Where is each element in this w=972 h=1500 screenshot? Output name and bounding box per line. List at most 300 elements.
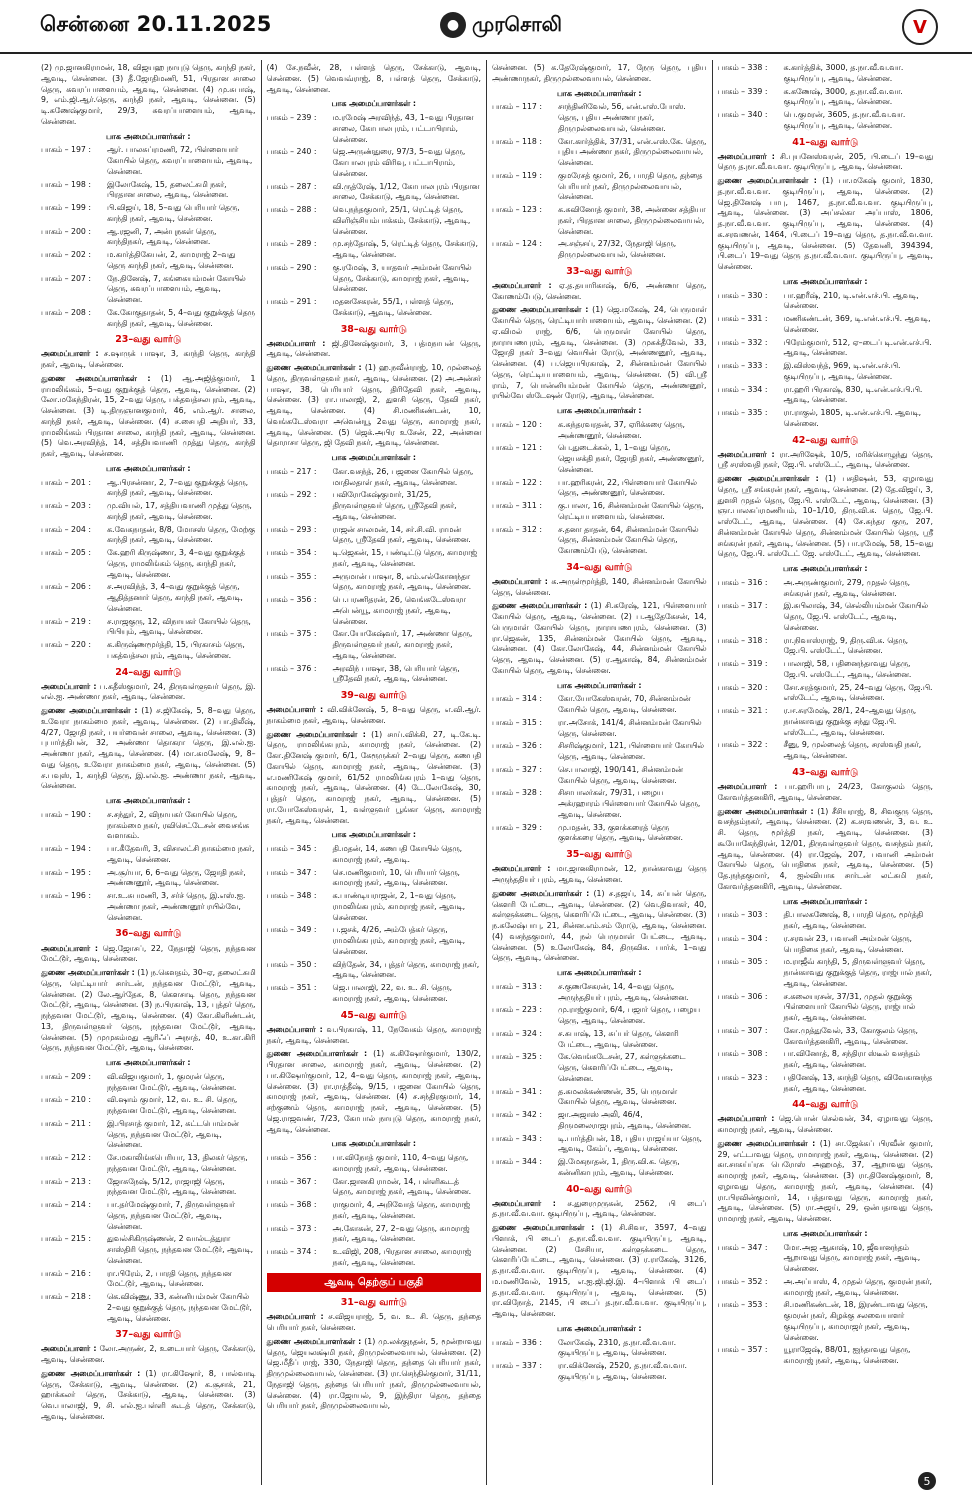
- paragraph: [267, 339, 482, 361]
- ward-heading: 40–வது வார்டு: [566, 1183, 633, 1195]
- column-3: [487, 60, 713, 1485]
- booth-number: பாகம் – 287 :: [266, 181, 317, 191]
- booth-organiser: கோ.ஜானகி ராமன், 14, பள்ளிகூடத் தெரு, காமராஜ் நகர், ஆவடி, சென்னை.: [332, 1176, 472, 1197]
- booth-number: பாகம் – 214 :: [41, 1200, 91, 1210]
- paragraph-text: (1) சீசியராஜ், 8, சிவகுரு தெரு, வசந்தம்நகர், ஆவடி, சென்னை. (2) க.சரவணன், 3, வ. உ. சி. தெரு, மூர்த்தி நகர், ஆவடி, சென்னை. (3) கூயோகேந்திரன், 12/01, திருவள்ளுவர் தெரு, வசந்தம் நகர், ஆவடி, சென்னை. (4) ரா.ஜேஷ், 207, பவானி அம்மன் கோயில் தெரு, பொதிகை நகர், ஆவடி, சென்னை. (5) தே.நந்தகுமார், 4, ஐல்வியாக சார்டன் லட்சுமி நகர், கோவர்த்தனகிரி, ஆவடி, சென்னை.: [717, 806, 933, 891]
- booth-number: பாகம் – 352 :: [717, 1276, 768, 1286]
- booth-entry: [41, 844, 256, 866]
- paragraph-text: (1) ச.ஜிகேஷ், 5, 8–வது தெரு, உவேரா நாகம்மை நகர், ஆவடி, சென்னை. (2) பா.திலீஷ், 4/27, ஜோதி நகர், பயர்வைன் சாலை, ஆவடி, சென்னை. (3) புபார்த்திபன், 32, அண்ணா தொகரா தெரு, இ.எல்.ஐ. அண்ணா நகர், ஆவடி, சென்னை. (4) மா.கமலேஷ், 9, 8–வது தெரு, உவேரா நாகம்மை நகர், ஆவடி, சென்னை. (5) ச.பவுஸ், 1, காந்தி தெரு, இ.எல்.ஐ. அண்ணா நகர், ஆவடி, சென்னை.: [41, 706, 256, 791]
- booth-number: பாகம் – 347 :: [717, 1242, 768, 1252]
- booth-organiser: க.சுவினோத் குமார், 38, அன்னை சத்தியா நகர், பிரதான சாலை, திருமுல்லைவாயல், சென்னை.: [558, 205, 706, 236]
- ward-heading: 45–வது வார்டு: [340, 1009, 407, 1021]
- booth-number: பாகம் – 121 :: [492, 443, 542, 453]
- booth-organiser: சிசாபாலர்கள், 79/31, பழைய அக்ரஹாரம் பிள்ளையார் கோயில் தெரு, ஆவடி, சென்னை.: [558, 788, 701, 819]
- booth-organiser: வி.விஜயகுமார், 1, குமரன் தெரு, நந்தவன மேட்டூர், ஆவடி, சென்னை.: [107, 1071, 237, 1092]
- paragraph: [41, 1344, 256, 1366]
- paragraph-text: (1) ஹ.நவீன்ராஜ், 10, முல்லைத் தெரு, திருவள்ளுவர் நகர், ஆவடி, சென்னை. (2) அ.அன்சர் பாஷா, 38, பெரியார் தெரு, திரிதேவி நகர், ஆவடி, சென்னை. (3) ரா.பாலாஜி, 2, துளசி தெரு, தேவி நகர், ஆவடி, சென்னை. (4) சி.மணிகண்டன், 10, வெங்கடேஸ்வரா அவென்யூ 2வது தெரு, காமராஜ் நகர், ஆவடி, சென்னை. (5) ஜெக்.அபிர உசேன், 22, அன்னை தொராசா தெரு, ஜி தேவி நகர், ஆவடி, சென்னை.: [266, 363, 481, 448]
- ward-heading: 38–வது வார்டு: [340, 323, 407, 335]
- role-label: துணை அமைப்பாளர்கள் :: [492, 305, 589, 315]
- booth-entry: [718, 1049, 934, 1071]
- booth-number: பாகம் – 315 :: [492, 717, 542, 727]
- booth-entry: [41, 640, 256, 662]
- booth-organiser: ஜோசுநேஷ், 5/12, ராஜாஜி தெரு, நந்தவன மேட்டூர், ஆவடி, சென்னை.: [107, 1176, 237, 1197]
- paragraph-text: வி.விக்னேஷ், 5, 8–வது தெரு, எ.வி.ஆர். நாகம்மை நகர், ஆவடி, சென்னை.: [266, 705, 481, 725]
- booth-number: பாகம் – 347 :: [266, 867, 317, 877]
- booth-entry: [267, 1224, 482, 1246]
- booth-organiser: ம.ரமேஷ் அரவிந்த், 43, 1–வது பிரதான சாலை, கோபாலபுரம், பட்டாபிராம், சென்னை.: [332, 113, 474, 144]
- paragraph-text: (1) மு.லக்குநதன், 5, மூன்றாவது தெரு, ஜெயலக்ஷ்மி நகர், திருமுல்லைவாயல், சென்னை. (2) ஜெ.மீதீப் ராஜ், 330, நேதாஜி தெரு, தந்தை பெரியார் நகர், திருமுல்லைவாயல், சென்னை. (3) ரா.செந்தில்குமார், 31/11, நேதாஜி தெரு, தந்தை பெரியார் நகர், திருமுல்லைவாயல், சென்னை. (4) ரா.ஜோயல், 9, இந்திரா தெரு, தந்தை பெரியார் நகர், திருமுல்லைவாயல்,: [266, 1336, 482, 1411]
- booth-entry: [267, 891, 482, 923]
- booth-organiser: மணிகண்டன், 369, டி.என்.எச்.பி. ஆவடி, சென்னை.: [783, 314, 931, 334]
- role-label: அமைப்பாளர் :: [492, 864, 551, 874]
- booth-organiser: பா.தர்மேஷ்குமார், 7, திருவள்ளுவர் தெரு, நந்தவன மேட்டூர், ஆவடி, சென்னை.: [107, 1200, 235, 1231]
- booth-organiser: த.கமலக்கண்ணன், 35, பெருமாள் கோயில் தெரு, ஆவடி, சென்னை.: [558, 1086, 677, 1107]
- paragraph: [718, 1139, 934, 1225]
- booth-number: பாகம் – 319 :: [717, 659, 768, 669]
- booth-entry: [267, 629, 482, 661]
- booth-organiser: கோ.யோகேஸ்வரன், 70, சின்னம்மன் கோயில் தெரு, ஆவடி, சென்னை.: [558, 694, 691, 715]
- booth-entry: [267, 263, 482, 295]
- booth-entry: [718, 361, 934, 383]
- paragraph: [492, 577, 707, 599]
- booth-entry: [718, 1026, 934, 1048]
- booth-organiser: மு.வியல், 17, சத்தியவாணி முத்து தெரு, காந்தி நகர், ஆவடி, சென்னை.: [107, 501, 252, 521]
- booth-number: பாகம் – 316 :: [717, 577, 768, 587]
- ward-heading: 34–வது வார்டு: [566, 561, 633, 573]
- paragraph-text: ஜி.தினேஷ்குமார், 3, பத்மநாபன் தெரு, ஆவடி, சென்னை.: [266, 338, 481, 359]
- booth-number: பாகம் – 356 :: [266, 595, 317, 605]
- booth-entry: [41, 203, 256, 225]
- booth-number: பாகம் – 353 :: [717, 1300, 768, 1310]
- booth-entry: [41, 1292, 256, 1324]
- booth-organiser: ச.ராஜகுரு, 12, விநாயகர் கோயில் தெரு, பிபியும், ஆவடி, சென்னை.: [107, 616, 251, 637]
- booth-number: பாகம் – 367 :: [266, 1176, 317, 1186]
- booth-number: பாகம் – 375 :: [266, 629, 317, 639]
- booth-entry: [41, 1095, 256, 1117]
- booth-organiser: ஆ.ரஜனி, 7, அன்புநகள் தெரு, காந்திநகர், ஆவடி, சென்னை.: [107, 226, 217, 247]
- booth-organiser: சி.மணிகண்டன், 18, இரண்டாவது தெரு, குமரன் நகர், கிழக்கு சலவையாளர் குடியிருப்பு, காமராஜர் நகர், ஆவடி, சென்னை.: [783, 1300, 928, 1342]
- booth-entry: [267, 844, 482, 866]
- booth-entry: [267, 868, 482, 890]
- booth-organiser: அ.சூர்யா, 6, 6–வது தெரு, ஜோதி நகர், அண்ணனூர், ஆவடி, சென்னை.: [107, 867, 246, 888]
- role-label: துணை அமைப்பாளர்கள் :: [717, 176, 817, 186]
- booth-entry: [492, 1110, 707, 1132]
- booth-entry: [41, 250, 256, 272]
- booth-entry: [267, 147, 482, 179]
- booth-organiser: வெ.நந்தகுமார், 25/1, ரெட்டித் தெரு, விளிஞ்சியம்பாக்கம், சேக்காடு, ஆவடி, சென்னை.: [332, 205, 471, 236]
- booth-number: பாகம் – 123 :: [492, 205, 542, 214]
- booth-entry: [41, 582, 256, 614]
- booth-organiser: ம.கார்த்திகேயன், 2, காமராஜ் 2–வது தெரு காந்தி நகர், ஆவடி, சென்னை.: [107, 250, 236, 270]
- booth-number: பாகம் – 199 :: [41, 203, 91, 212]
- booth-number: பாகம் – 201 :: [41, 477, 91, 487]
- booth-entry: [492, 982, 707, 1004]
- booth-organiser: ரா.பிரேம், 2, பாரதி தெரு, நந்தவன மேட்டூர், ஆவடி, சென்னை.: [107, 1268, 232, 1289]
- booth-entry: [41, 1177, 256, 1199]
- booth-entry: [492, 1134, 707, 1156]
- booth-entry: [41, 180, 256, 202]
- paragraph: [41, 349, 256, 371]
- booth-entry: [718, 683, 934, 705]
- booth-entry: [718, 385, 934, 407]
- paragraph: [267, 363, 482, 449]
- booth-organiser: ச.குணசேகரன், 14, 4–வது தெரு, அருந்ததியர் புரம், ஆவடி, சென்னை.: [558, 981, 689, 1002]
- booth-entry: [718, 291, 934, 313]
- booth-organiser: இ.விஸ்வந்த், 969, டி.என்.எச்.பி. குடியிருப்பு, ஆவடி, சென்னை.: [783, 361, 901, 381]
- ward-heading: 33–வது வார்டு: [566, 265, 633, 277]
- booth-entry: [41, 478, 256, 500]
- booth-organiser: க.சுந்தரவரதன், 37, ஏரிக்கரை தெரு, அண்ணனூர், சென்னை.: [558, 419, 686, 440]
- booth-organiser: துவல்சிகிருஷ்ணன், 2 வால்டத்துரா சாஸ்திரி தெரு, நந்தவன மேட்டூர், ஆவடி, சென்னை.: [107, 1234, 254, 1265]
- booth-organiser: தி.பாலகணேஷ், 8, பாரதி தெரு, மூர்த்தி நகர், ஆவடி, சென்னை.: [783, 910, 924, 931]
- paragraph: [267, 1337, 482, 1412]
- booth-number: பாகம் – 338 :: [717, 63, 768, 72]
- booth-number: பாகம் – 325 :: [492, 1052, 542, 1062]
- booth-number: பாகம் – 213 :: [41, 1176, 91, 1186]
- booth-number: பாகம் – 329 :: [492, 822, 542, 832]
- booth-number: பாகம் – 216 :: [41, 1268, 91, 1278]
- section-heading: பாக அமைப்பாளர்கள் :: [782, 564, 868, 574]
- booth-entry: [492, 1005, 707, 1027]
- paragraph: [267, 1025, 482, 1047]
- booth-entry: [41, 274, 256, 306]
- booth-organiser: க.பாண்டியராஜன், 2, 1–வது தெரு, ராமலிங்கபுரம், காமராஜ் நகர், ஆவடி, சென்னை.: [332, 891, 466, 922]
- booth-number: பாகம் – 313 :: [492, 981, 542, 991]
- article-body: [36, 60, 938, 1485]
- section-heading: பாக அமைப்பாளர்கள் :: [556, 406, 642, 416]
- section-heading: பாக அமைப்பாளர்கள் :: [782, 276, 868, 286]
- role-label: துணை அமைப்பாளர்கள் :: [717, 806, 814, 816]
- booth-organiser: ச.கலையரசன், 37/31, முதல் குறுக்கு பிள்ளையார் கோயில் தெரு, ராஜ்பால் நகர், ஆவடி, சென்னை.: [783, 991, 916, 1023]
- booth-organiser: வி.ஷாம் குமார், 12, வ. உ. சி. தெரு, நந்தவன மேட்டூர், ஆவடி, சென்னை.: [107, 1095, 238, 1116]
- booth-number: பாகம் – 210 :: [41, 1095, 91, 1105]
- booth-entry: [718, 934, 934, 956]
- booth-entry: [718, 706, 934, 738]
- booth-organiser: கே.ஹரி கிருஷ்ணா, 3, 4–வது குறுக்குத் தெரு, ராமலிங்கம் தெரு, காந்தி நகர், ஆவடி, சென்னை.: [107, 548, 245, 579]
- booth-organiser: பெ.துடைக்கல், 1, 1–வது தெரு, ஜெயசக்தி நகர், ஜோதி நகர், அண்ணனூர், சென்னை.: [558, 443, 705, 474]
- booth-entry: [492, 1029, 707, 1051]
- booth-number: பாகம் – 206 :: [41, 582, 91, 592]
- booth-number: பாகம் – 203 :: [41, 501, 91, 511]
- booth-organiser: சாந்தினிவேல், 56, என்.எஸ்.போஸ். தெரு, புதிய அண்ணா நகர், திருமுல்லைவாயல், சென்னை.: [558, 102, 686, 133]
- booth-organiser: இ.சுபிலாஷ், 34, செல்லியம்மன் கோயில் தெரு, ஜே.பி. எஸ்டேட், ஆவடி, சென்னை.: [783, 601, 929, 632]
- booth-entry: [718, 87, 934, 109]
- paragraph: [718, 152, 934, 174]
- booth-organiser: ரா.ராகுல், 1805, டி.என்.எச்.பி. ஆவடி, சென்னை.: [783, 408, 922, 428]
- role-label: துணை அமைப்பாளர்கள் :: [41, 968, 135, 978]
- booth-number: பாகம் – 368 :: [266, 1200, 317, 1210]
- paragraph: [492, 601, 707, 676]
- booth-organiser: லோகேஷ், 2310, த.நா.வீ.வ.வா. குடியிருப்பு, ஆவடி, சென்னை.: [558, 1337, 677, 1358]
- role-label: அமைப்பாளர் :: [41, 349, 99, 359]
- booth-organiser: அருமான் பாஷா, 8, எம்.எல்கோனந்தா தெரு, காமராஜ் நகர், ஆவடி, சென்னை.: [332, 571, 472, 592]
- section-heading: பாக அமைப்பாளர்கள் :: [556, 968, 642, 978]
- booth-entry: [492, 718, 707, 740]
- section-heading: பாக அமைப்பாளர்கள் :: [331, 453, 417, 463]
- ward-heading: 42–வது வார்டு: [792, 434, 859, 446]
- booth-entry: [41, 525, 256, 547]
- booth-organiser: ரா.விக்னேஷ், 2520, த.நா.வீ.வ.வா. குடியிருப்பு, ஆவடி, சென்னை.: [558, 1361, 688, 1381]
- booth-number: பாகம் – 345 :: [266, 844, 317, 854]
- booth-number: பாகம் – 207 :: [41, 273, 91, 283]
- booth-number: பாகம் – 332 :: [717, 337, 768, 347]
- booth-organiser: மு.சந்தோஷ், 5, ரெட்டித் தெரு, சேக்காடு, ஆவடி, சென்னை.: [332, 239, 478, 259]
- booth-number: பாகம் – 344 :: [492, 1157, 542, 1167]
- role-label: துணை அமைப்பாளர்கள் :: [717, 1138, 816, 1148]
- booth-organiser: இலோகேஷ், 15, தலைட்சுமி நகர், பிரதான சாலை, ஆவடி, சென்னை.: [107, 179, 229, 200]
- booth-entry: [41, 1200, 256, 1232]
- booth-organiser: டி.பார்த்திபன், 18, புதிய ராஜய்யா தெரு, ஆவடி, கேம்ப், ஆவடி, சென்னை.: [558, 1133, 703, 1154]
- booth-number: பாகம் – 215 :: [41, 1234, 91, 1244]
- booth-number: பாகம் – 348 :: [266, 891, 317, 901]
- paragraph-text: ஏ.த.தயாரிகாஷ், 6/6, அண்ணா தெரு, கோணம்பேடு, சென்னை.: [492, 280, 707, 301]
- ward-heading: 35–வது வார்டு: [566, 849, 633, 861]
- booth-entry: [41, 868, 256, 890]
- section-heading: பாக அமைப்பாளர்கள் :: [331, 99, 417, 109]
- booth-number: பாகம் – 326 :: [492, 741, 542, 751]
- booth-number: பாகம் – 354 :: [266, 548, 317, 558]
- booth-entry: [492, 102, 707, 134]
- booth-entry: [41, 548, 256, 580]
- booth-entry: [267, 297, 482, 319]
- booth-entry: [492, 694, 707, 716]
- booth-number: பாகம் – 323 :: [717, 1072, 768, 1082]
- booth-number: பாகம் – 196 :: [41, 891, 91, 901]
- booth-organiser: ரா.அசோக், 141/4, சின்னம்மன் கோயில் தெரு, சென்னை.: [558, 717, 702, 738]
- section-heading: பாக அமைப்பாளர்கள் :: [556, 1323, 642, 1333]
- booth-entry: [492, 205, 707, 237]
- booth-number: பாகம் – 320 :: [717, 682, 768, 692]
- booth-organiser: வி.ருத்ரேஷ், 1/12, கோபாலபுரம் பிரதான சாலை, சேக்காடு, ஆவடி, சென்னை.: [332, 181, 480, 202]
- paragraph-text: (2) மு.ஜானகிராமன், 18, விஜயஹ நாயுடு தெரு, காந்தி நகர், ஆவடி, சென்னை. (3) தீ.ஜோதிமணி, 51, பிரதான சாலை தெரு, கவரப்பாளையம், ஆவடி, சென்னை. (4) மு.சுபாஷ், 9, எம்.ஜி.ஆர்.தெரு, காந்தி நகர், ஆவடி, சென்னை. (5) டி.கணேஷ்குமார், 29/3, சுவரப்பாளையம், ஆவடி, சென்னை.: [41, 63, 256, 126]
- booth-organiser: யூராஜேஷ், 88/01, ஐந்தாவது தெரு, காமராஜ் நகர், ஆவடி, சென்னை.: [783, 1345, 911, 1366]
- role-label: அமைப்பாளர் :: [717, 1114, 775, 1124]
- booth-entry: [492, 1157, 707, 1179]
- booth-entry: [267, 595, 482, 627]
- booth-entry: [492, 525, 707, 557]
- booth-entry: [492, 501, 707, 523]
- masthead: [440, 8, 562, 42]
- paragraph-text: (1) ரா.கிஷோர், 8, பால்வாடி தெரு, சேக்காடு, ஆவடி, சென்னை. (2) க.சூசாக், 21, ஹாக்கலர் தெரு, சேக்காடு, ஆவடி, சென்னை. (3) வெ.பாலாஜி, 9, சி. எல்.ஐ.பள்ளி கூடத் தெரு, சேக்காடு, ஆவடி, சென்னை.: [41, 1368, 256, 1421]
- booth-number: பாகம் – 223 :: [492, 1005, 542, 1015]
- paragraph-text: சென்னை. (5) க.தேரேஷ்குமார், 17, நேரு தெரு, புதிய அண்ணாநகர், திருமுல்லைவாயல், சென்னை.: [492, 63, 707, 83]
- booth-entry: [718, 740, 934, 762]
- paragraph-text: க.அருள்மூர்த்தி, 140, சின்னம்மன் கோயில் தெரு, சென்னை.: [492, 576, 707, 597]
- paragraph: [41, 706, 256, 792]
- booth-organiser: அ.அருண்குமார், 279, முதல் தெரு, சங்கரன் நகர், ஆவடி, சென்னை.: [783, 577, 911, 598]
- booth-number: பாகம் – 314 :: [492, 694, 542, 704]
- role-label: துணை அமைப்பாளர்கள் :: [266, 729, 366, 739]
- booth-entry: [267, 490, 482, 522]
- booth-number: பாகம் – 356 :: [266, 1153, 317, 1163]
- booth-organiser: கே.கோகுதாதன், 5, 4–வது குறுக்குத் தெரு காந்தி நகர், ஆவடி, சென்னை.: [107, 307, 255, 328]
- booth-entry: [267, 1247, 482, 1269]
- booth-organiser: குமரேசத் குமார், 26, பாரதி தெரு, தந்தை பெரியார் நகர், திருமுல்லைவாயல், சென்னை.: [558, 170, 703, 202]
- booth-entry: [718, 910, 934, 932]
- booth-number: பாகம் – 197 :: [41, 145, 91, 155]
- paragraph: [41, 374, 256, 460]
- booth-entry: [267, 113, 482, 145]
- booth-organiser: க.வேகநாதன், 8/8, மோசஸ் தெரு, மேற்கு காந்தி நகர், ஆவடி, சென்னை.: [107, 524, 256, 545]
- booth-organiser: ச.அரவிந்த், 3, 4–வது குறுக்குத் தெரு, ஆதித்தனார் தெரு, காந்தி நகர், ஆவடி, சென்னை.: [107, 582, 243, 613]
- booth-organiser: பிரேம்குமார், 512, ஏ–டைப் டி.என்.எச்.பி. ஆவடி, சென்னை.: [783, 337, 932, 358]
- booth-organiser: விந்தேன், 34, புத்தர் தெரு, காமராஜ் நகர், ஆவடி, சென்னை.: [332, 959, 480, 980]
- booth-number: பாகம் – 198 :: [41, 179, 91, 189]
- paragraph-text: (1) சி.கரேஷ், 121, பிள்ளையார் கோயில் தெரு, ஆவடி, சென்னை. (2) ப.ஆதேகேசன், 14, பெருமாள் கோயில் தெரு, நாராயணபுரம், சென்னை. (3) ரா.ஜெகன், 135, சின்னம்மன் கோயில் தெரு, ஆவடி, சென்னை. (4) கோ.லோகேஷ், 44, சின்னம்மன் கோயில் தெரு, ஆவடி, சென்னை. (5) ர.ஆகாஷ், 84, சின்னம்மன் கோயில் தெரு, ஆவடி, சென்னை.: [492, 601, 707, 675]
- section-heading: பாக அமைப்பாளர்கள் :: [331, 830, 417, 840]
- booth-organiser: அரவிந் பாஷா, 38, பெரியார் தெரு, ஸ்ரீதேவி நகர், ஆவடி, சென்னை.: [332, 663, 460, 684]
- booth-entry: [492, 1052, 707, 1084]
- booth-organiser: ச.தனா தாதன், 64, சின்னம்மன் கோயில் தெரு, சின்னம்மன் கோயில் தெரு, கோணம்பேடு, சென்னை.: [558, 524, 699, 556]
- booth-number: பாகம் – 212 :: [41, 1153, 91, 1163]
- booth-organiser: ஜெ.பாலாஜி, 22, வ. உ. சி. தெரு, காமராஜ் நகர், ஆவடி, சென்னை.: [332, 983, 453, 1003]
- booth-entry: [267, 182, 482, 204]
- paragraph-text: லோ.அருண், 2, உடையார் தெரு, சேக்காடு, ஆவடி, சென்னை.: [41, 1344, 256, 1365]
- booth-entry: [41, 617, 256, 639]
- newspaper-name: முரசொலி: [472, 11, 562, 36]
- paragraph: [41, 1369, 256, 1423]
- ward-heading: 41–வது வார்டு: [792, 136, 859, 148]
- paragraph-text: சி.புயனேஸ்வரன், 205, பி.டைப் 19–வது தெரு த.நா.வீ.வ.வா. குடியிருப்பு, ஆவடி, சென்னை.: [717, 151, 933, 172]
- booth-number: பாகம் – 219 :: [41, 616, 91, 626]
- paragraph: [41, 944, 256, 966]
- ward-heading: 39–வது வார்டு: [340, 690, 407, 702]
- paragraph: [267, 63, 482, 95]
- booth-entry: [492, 1338, 707, 1360]
- paragraph: [492, 889, 707, 964]
- role-label: அமைப்பாளர் :: [41, 681, 97, 691]
- ward-heading: 36–வது வார்டு: [115, 928, 182, 940]
- column-1: [36, 60, 262, 1485]
- ward-heading: 43–வது வார்டு: [792, 766, 859, 778]
- booth-entry: [718, 1345, 934, 1367]
- booth-number: பாகம் – 200 :: [41, 226, 91, 236]
- booth-number: பாகம் – 355 :: [266, 571, 317, 581]
- booth-entry: [267, 525, 482, 547]
- booth-entry: [267, 239, 482, 261]
- role-label: அமைப்பாளர் :: [266, 1024, 323, 1034]
- role-label: துணை அமைப்பாளர்கள் :: [41, 1368, 141, 1378]
- paragraph-text: (1) க.கிஷோர்குமார், 130/2, பிரதான சாலை, காமராஜ் நகர், ஆவடி, சென்னை. (2) பா.கிஷோர்குமார், 12, 4–வது தெரு, காமராஜ் நகர், ஆவடி, சென்னை. (3) ரா.ராத்தீஷ், 9/15, பஜனை கோயில் தெரு, காமராஜ் நகர், ஆவடி, சென்னை. (4) ச.சந்திரகுமார், 14, சற்குணம் தெரு, காமராஜ் நகர், ஆவடி, சென்னை. (5) ஜெ.ராஜவண், 7/23, கோபால் நாயுடு தெரு, காமராஜ் நகர், ஆவடி, சென்னை.: [266, 1049, 481, 1134]
- booth-number: பாகம் – 117 :: [492, 102, 542, 112]
- booth-number: பாகம் – 322 :: [717, 740, 768, 750]
- role-label: அமைப்பாளர் :: [492, 280, 552, 290]
- paragraph: [718, 176, 934, 273]
- booth-entry: [267, 664, 482, 686]
- booth-organiser: கோ.யோகேஷ்வர், 17, அண்ணா தெரு, திருவள்ளுவர் நகர், காமராஜ் நகர், ஆவடி, சென்னை.: [332, 629, 473, 660]
- booth-number: பாகம் – 331 :: [717, 314, 768, 324]
- paragraph: [718, 807, 934, 893]
- paragraph: [492, 864, 707, 886]
- section-heading: பாக அமைப்பாளர்கள் :: [331, 1139, 417, 1149]
- paragraph-text: ப.கதீஸ்குமார், 24, திருவள்ளுவர் தெரு, இ. எல்.ஐ. அண்ணா நகர், ஆவடி, சென்னை.: [41, 681, 256, 702]
- booth-entry: [718, 636, 934, 658]
- booth-entry: [718, 1243, 934, 1275]
- booth-organiser: க.கணேஷ், 3000, த.நா.வீ.வ.வா. குடியிருப்பு, ஆவடி, சென்னை.: [783, 86, 903, 107]
- booth-entry: [267, 548, 482, 570]
- ward-heading: 23–வது வார்டு: [115, 334, 182, 346]
- paragraph: [41, 63, 256, 128]
- booth-number: பாகம் – 293 :: [266, 524, 317, 534]
- role-label: அமைப்பாளர் :: [717, 782, 778, 792]
- booth-number: பாகம் – 289 :: [266, 239, 317, 249]
- booth-entry: [718, 110, 934, 132]
- booth-entry: [492, 478, 707, 500]
- booth-organiser: சீனு, 9, முல்லைத் தெரு, சரஸ்வதி நகர், ஆவடி, சென்னை.: [783, 740, 922, 761]
- paragraph-text: (1) பா.மகேஷ் குமார், 1830, த.நா.வீ.வ.வா. குடியிருப்பு, ஆவடி, சென்னை. (2) ஜெ.தினேஷ் பாபு, 1467, த.நா.வீ.வ.வா. குடியிருப்பு, ஆவடி, சென்னை. (3) அப்சல்கா அப்பாஸ், 1806, த.நா.வீ.வ.வா. குடியிருப்பு, ஆவடி, சென்னை. (4) க.சரவணன், 1464, பி.டைப் 19–வது தெரு, த.நா.வீ.வ.வா. குடியிருப்பு, ஆவடி, சென்னை. (5) தேவனி, 394394, பி.டைப் 19–வது தெரு த.நா.வீ.வ.வா. குடியிருப்பு, ஆவடி, சென்னை.: [717, 176, 933, 272]
- booth-entry: [718, 314, 934, 336]
- section-heading: பாக அமைப்பாளர்கள் :: [556, 680, 642, 690]
- booth-number: பாகம் – 220 :: [41, 640, 91, 650]
- role-label: அமைப்பாளர் :: [266, 705, 324, 715]
- booth-organiser: சே.மகாலிங்கபெரியா, 13, திலகர் தெரு, நந்தவன மேட்டூர், ஆவடி, சென்னை.: [107, 1153, 248, 1173]
- booth-number: பாகம் – 339 :: [717, 86, 768, 96]
- booth-organiser: ர.ஈ.சுரமேஷ், 28/1, 24–ஆவது தெரு, நான்காவது குறுக்கு சந்து ஜே.பி. எஸ்டேட், ஆவடி, சென்னை.: [783, 706, 917, 737]
- booth-number: பாகம் – 305 :: [717, 957, 768, 967]
- booth-number: பாகம் – 334 :: [717, 384, 768, 394]
- booth-entry: [492, 1361, 707, 1383]
- booth-number: பாகம் – 357 :: [717, 1345, 768, 1355]
- paragraph: [267, 1049, 482, 1135]
- booth-organiser: செ.பாலாஜி, 190/141, சின்னம்மன் கோயில் தெரு, ஆவடி, சென்னை.: [558, 764, 683, 785]
- booth-organiser: பெ.குமரன், 3605, த.நா.வீ.வ.வா. குடியிருப்பு, ஆவடி, சென்னை.: [783, 110, 906, 130]
- booth-entry: [41, 501, 256, 523]
- booth-organiser: உ.விஜி, 208, பிரதான சாலை, காமராஜ் நகர், ஆவடி, சென்னை.: [332, 1247, 472, 1267]
- paragraph-text: (1) ந.கௌதம், 30–ஏ, தலைட்சுமி தெரு, ரெட்டியார் சார்டன், நந்தவன மேட்டூர், ஆவடி, சென்னை. (2) லே.ஆர்தேசு, 8, கௌசாடி தெரு, நந்தவன மேட்டூர், ஆவடி, சென்னை. (3) ந.பிரகாஷ், 13, புத்தர் தெரு, நந்தவன மேட்டூர், ஆவடி, சென்னை. (4) கோ.கிளிண்டன், 13, திருவள்ளுவர் தெரு, நந்தவன மேட்டூர், ஆவடி, சென்னை. (5) முமுகம்மது ஆரிஃப் அநாத், 40, உ.கா.கிரி தெரு, நந்தவன மேட்டூர், ஆவடி, சென்னை.: [41, 968, 256, 1053]
- booth-organiser: டி.ஜெகன், 15, பண்டிட்டு தெரு, காமராஜ் நகர், ஆவடி, சென்னை.: [332, 548, 477, 568]
- ward-heading: 37–வது வார்டு: [115, 1329, 182, 1341]
- booth-organiser: ம.ராஜீவ் காந்தி, 5, திருவள்ளுவர் தெரு, நான்காவது குறுக்குத் தெரு, ராஜ்பால் நகர், ஆவடி, சென்னை.: [783, 957, 933, 988]
- booth-number: பாகம் – 240 :: [266, 147, 317, 157]
- booth-number: பாகம் – 324 :: [492, 1028, 542, 1038]
- booth-organiser: செ.மணிகுமார், 10, பெரியார் தெரு, காமராஜ் நகர், ஆவடி, சென்னை.: [332, 867, 461, 888]
- booth-organiser: பெ.பரணிதரன், 26, வெங்கடேஸ்வரா அபென்யூ, காமராஜ் நகர், ஆவடி, சென்னை.: [332, 595, 466, 626]
- booth-number: பாகம் – 194 :: [41, 844, 91, 854]
- section-heading: பாக அமைப்பாளர்கள் :: [105, 796, 191, 806]
- booth-organiser: ஜெ.அருண்துரை, 97/3, 5–வது தெரு, கோபாலபுரம் விரிவு, பட்டாபிராம், சென்னை.: [332, 147, 466, 178]
- booth-number: பாகம் – 122 :: [492, 477, 542, 487]
- booth-number: பாகம் – 120 :: [492, 419, 542, 429]
- booth-entry: [718, 1300, 934, 1343]
- role-label: அமைப்பாளர் :: [266, 1312, 324, 1322]
- booth-organiser: தி.மதன், 14, கணபதி கோயில் தெரு, காமராஜ் நகர், ஆவடி.: [332, 844, 463, 864]
- role-label: துணை அமைப்பாளர்கள் :: [492, 1223, 595, 1233]
- booth-organiser: இ.பிரசாத் குமார், 12, கட்டபொம்மன் தெரு, நந்தவன மேட்டூர், ஆவடி, சென்னை.: [107, 1118, 239, 1150]
- paragraph: [41, 682, 256, 704]
- booth-entry: [492, 765, 707, 787]
- edition-badge: V: [902, 9, 938, 45]
- booth-entry: [718, 957, 934, 989]
- booth-number: பாகம் – 288 :: [266, 205, 317, 214]
- booth-organiser: பதினேஷ், 13, காந்தி தெரு, விவேகானந்த நகர், ஆவடி, சென்னை.: [783, 1072, 933, 1093]
- booth-organiser: அ.சஞ்சய், 27/32, நேதாஜி தெரு, திருமுல்லைவாயல், சென்னை.: [558, 239, 677, 259]
- booth-number: பாகம் – 328 :: [492, 788, 542, 798]
- booth-number: பாகம் – 318 :: [717, 635, 768, 645]
- paragraph: [718, 450, 934, 472]
- paragraph-text: (1) ச.தஜய், 14, சுப்பன் தெரு, கௌரி பேட்டை, ஆவடி, சென்னை. (2) வெ.திவாகர், 40, கள்ளுக்கடை தெரு, கௌரிப்பேட்டை, ஆவடி, சென்னை. (3) ந.கலேஷ்பாபு, 21, சின்ன.எம்.சம் ரோடு, ஆவடி, சென்னை. (4) வசந்தகுமார், 44, நல் பெருமாள் பேட்டை, ஆவடி, சென்னை. (5) உலோகேஷ், 84, திருவிக. பார்க், 1–வது தெரு, ஆவடி, சென்னை.: [492, 888, 707, 963]
- role-label: அமைப்பாளர் :: [41, 1344, 97, 1354]
- paragraph: [267, 705, 482, 727]
- booth-number: பாகம் – 208 :: [41, 307, 91, 317]
- booth-entry: [267, 1153, 482, 1175]
- booth-organiser: கு.பாலா, 16, சின்னம்மன் கோயில் தெரு, ரெட்டியபாளையம், சென்னை.: [558, 501, 704, 521]
- booth-organiser: கே.வெங்கடேசன், 27, கள்ளுக்கடை தெரு, கௌரிப்பேட்டை, ஆவடி, சென்னை.: [558, 1052, 686, 1083]
- paragraph-text: ஜெ.பொன் செல்வன், 34, ஏழாவது தெரு, காமராஜ் நகர், ஆவடி, சென்னை.: [717, 1114, 934, 1135]
- section-heading: பாக அமைப்பாளர்கள் :: [105, 1058, 191, 1068]
- booth-entry: [492, 788, 707, 820]
- booth-entry: [492, 1087, 707, 1109]
- booth-organiser: அ.அப்பாஸ், 4, முதல் தெரு, குமரன் நகர், காமராஜ் நகர், ஆவடி, சென்னை.: [783, 1276, 933, 1297]
